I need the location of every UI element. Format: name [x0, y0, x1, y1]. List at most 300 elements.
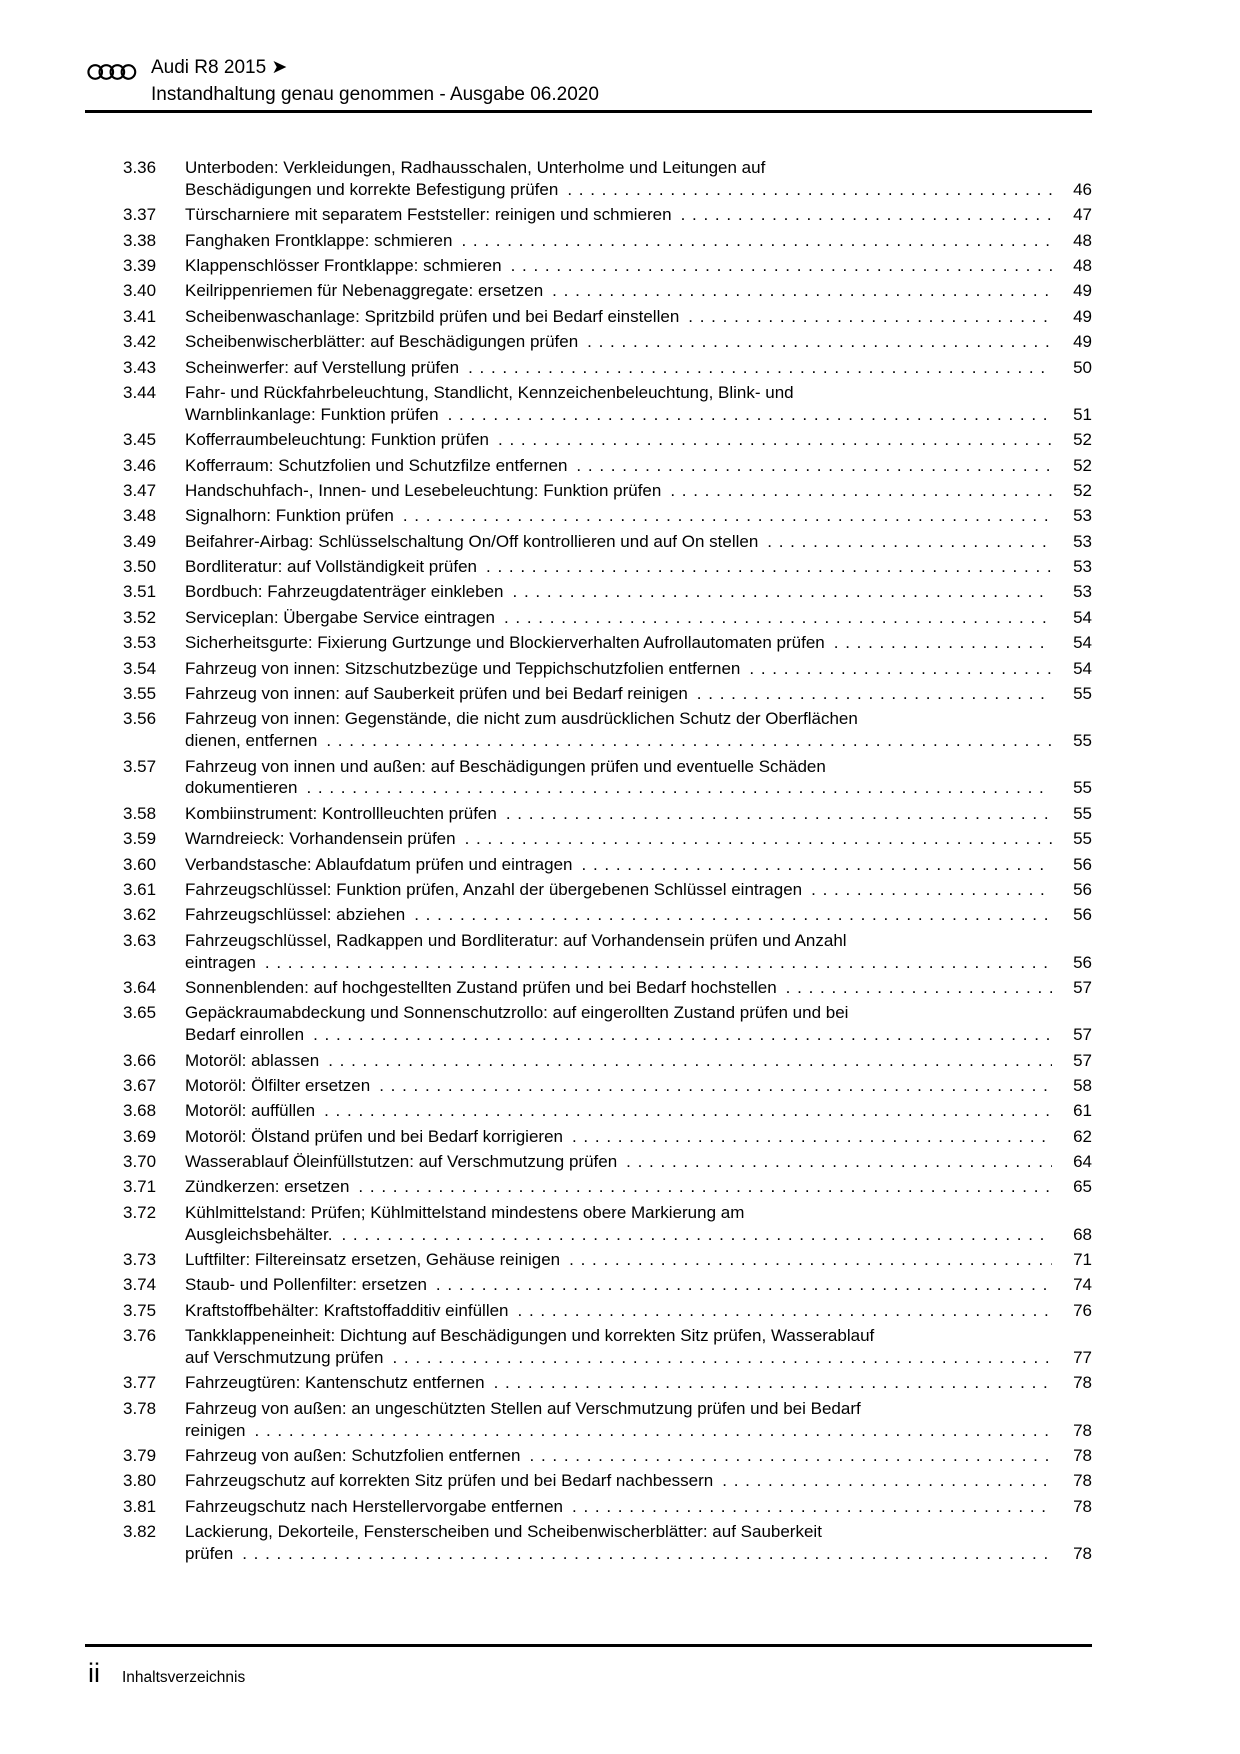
toc-entry: [123, 1470, 1092, 1492]
toc-entry-body: [185, 1100, 1092, 1122]
toc-entry-page-number: 56: [1073, 952, 1092, 972]
toc-entry: [123, 429, 1092, 451]
toc-entry-body: [185, 1126, 1092, 1148]
toc-entry-page-number: 62: [1073, 1126, 1092, 1146]
dot-leader: [313, 1024, 1052, 1046]
toc-entry-page-number: 68: [1073, 1224, 1092, 1244]
toc-entry: [123, 280, 1092, 302]
dot-leader: [414, 904, 1052, 926]
toc-entry-last-line: [185, 581, 1092, 603]
toc-entry-text-line: Bordbuch: Fahrzeugdatenträger einkleben: [185, 582, 504, 602]
dot-leader: [626, 1151, 1052, 1173]
toc-entry-text-line: Warndreieck: Vorhandensein prüfen: [185, 829, 456, 849]
footer-page-label: ii: [88, 1658, 100, 1688]
toc-entry: [123, 1496, 1092, 1518]
toc-entry-page-number: 55: [1073, 778, 1092, 798]
toc-entry: [123, 1176, 1092, 1198]
toc-entry-text-line: Zündkerzen: ersetzen: [185, 1177, 350, 1197]
toc-entry-last-line: [185, 1075, 1092, 1097]
toc-entry-page-number: 55: [1073, 684, 1092, 704]
toc-entry-last-line: [185, 1176, 1092, 1198]
toc-entry: [123, 382, 1092, 426]
toc-entry-last-line: [185, 204, 1092, 226]
toc-entry-number: 3.72: [123, 1202, 157, 1222]
dot-leader: [681, 204, 1052, 226]
toc-entry: [123, 556, 1092, 578]
dot-leader: [494, 1372, 1052, 1394]
toc-entry-body: [185, 382, 1092, 426]
header-divider: [85, 110, 1092, 113]
toc-entry-body: [185, 1002, 1092, 1046]
toc-entry-text-line: Staub- und Pollenfilter: ersetzen: [185, 1275, 427, 1295]
toc-entry-last-line: [185, 1100, 1092, 1122]
toc-entry-text-line: Fahrzeug von außen: Schutzfolien entfernen: [185, 1445, 521, 1465]
toc-entry-text-line: Fahr- und Rückfahrbeleuchtung, Standlicht, Kennzeichenbeleuchtung, Blink- und: [185, 382, 794, 402]
dot-leader: [511, 255, 1052, 277]
dot-leader: [498, 429, 1052, 451]
toc-entry-last-line: [185, 1470, 1092, 1492]
dot-leader: [358, 1176, 1052, 1198]
toc-entry-page-number: 71: [1073, 1250, 1092, 1270]
toc-entry: [123, 1202, 1092, 1246]
toc-entry-last-line: [185, 904, 1092, 926]
toc-entry-last-line: [185, 1151, 1092, 1173]
toc-entry-last-line: [185, 1347, 1092, 1369]
dot-leader: [379, 1075, 1052, 1097]
toc-entry-page-number: 55: [1073, 829, 1092, 849]
toc-entry: [123, 230, 1092, 252]
dot-leader: [722, 1470, 1052, 1492]
toc-entry: [123, 1521, 1092, 1565]
toc-entry-page-number: 78: [1073, 1373, 1092, 1393]
toc-entry: [123, 658, 1092, 680]
toc-entry-number: 3.43: [123, 357, 157, 377]
toc-entry-text-line: Unterboden: Verkleidungen, Radhausschalen, Unterholme und Leitungen auf: [185, 158, 766, 177]
toc-entry-page-number: 50: [1073, 357, 1092, 377]
toc-entry-number: 3.76: [123, 1326, 157, 1346]
toc-entry-last-line: [185, 1496, 1092, 1518]
toc-entry-body: [185, 1325, 1092, 1369]
toc-entry-body: [185, 632, 1092, 654]
toc-entry-last-line: [185, 1445, 1092, 1467]
toc-entry-body: [185, 977, 1092, 999]
toc-entry-body: [185, 879, 1092, 901]
toc-entry-last-line: [185, 658, 1092, 680]
toc-entry-page-number: 77: [1073, 1348, 1092, 1367]
toc-entry-page-number: 56: [1073, 905, 1092, 925]
toc-entry-number: 3.73: [123, 1250, 157, 1270]
toc-entry-text-line: Scheibenwischerblätter: auf Beschädigungen prüfen: [185, 332, 579, 352]
toc-entry-text-line: Warnblinkanlage: Funktion prüfen: [185, 404, 439, 424]
header-title-block: [151, 54, 599, 108]
toc-entry-text-line: Beschädigungen und korrekte Befestigung prüfen: [185, 179, 559, 199]
toc-entry-page-number: 61: [1073, 1101, 1092, 1121]
toc-entry-page-number: 57: [1073, 977, 1092, 997]
toc-entry-body: [185, 930, 1092, 974]
toc-entry-text-line: reinigen: [185, 1420, 246, 1440]
dot-leader: [436, 1274, 1052, 1296]
toc-entry-last-line: [185, 683, 1092, 705]
toc-entry-page-number: 48: [1073, 230, 1092, 250]
dot-leader: [448, 404, 1052, 426]
dot-leader: [461, 230, 1052, 252]
toc-entry-text-line: Kraftstoffbehälter: Kraftstoffadditiv einfüllen: [185, 1300, 509, 1320]
dot-leader: [486, 556, 1052, 578]
toc-entry-page-number: 78: [1073, 1496, 1092, 1516]
toc-entry: [123, 204, 1092, 226]
toc-entry-text-line: Sicherheitsgurte: Fixierung Gurtzunge und Blockierverhalten Aufrollautomaten prüfen: [185, 633, 825, 653]
toc-entry-number: 3.60: [123, 854, 157, 874]
toc-entry-body: [185, 1075, 1092, 1097]
toc-entry-body: [185, 455, 1092, 477]
toc-entry-last-line: [185, 404, 1092, 426]
toc-entry-last-line: [185, 480, 1092, 502]
dot-leader: [255, 1420, 1053, 1442]
toc-entry-body: [185, 531, 1092, 553]
toc-entry: [123, 904, 1092, 926]
dot-leader: [767, 531, 1052, 553]
toc-entry-last-line: [185, 556, 1092, 578]
toc-entry-text-line: Motoröl: ablassen: [185, 1050, 320, 1070]
toc-entry-number: 3.80: [123, 1471, 157, 1491]
toc-entry-number: 3.79: [123, 1445, 157, 1465]
toc-entry-last-line: [185, 1224, 1092, 1246]
toc-entry-last-line: [185, 777, 1092, 799]
toc-entry-page-number: 53: [1073, 506, 1092, 526]
toc-entry-number: 3.50: [123, 557, 157, 577]
toc-entry-page-number: 51: [1073, 404, 1092, 424]
toc-entry: [123, 1126, 1092, 1148]
toc-entry-body: [185, 429, 1092, 451]
toc-entry-text-line: Gepäckraumabdeckung und Sonnenschutzrollo: auf eingerollten Zustand prüfen und bei: [185, 1003, 849, 1023]
toc-entry: [123, 1398, 1092, 1442]
toc-entry: [123, 531, 1092, 553]
toc-entry-last-line: [185, 357, 1092, 379]
dot-leader: [306, 777, 1052, 799]
toc-entry-number: 3.64: [123, 977, 157, 997]
toc-entry-number: 3.48: [123, 506, 157, 526]
toc-entry-last-line: [185, 977, 1092, 999]
toc-entry-text-line: Fahrzeug von innen: Gegenstände, die nicht zum ausdrücklichen Schutz der Oberflächen: [185, 709, 858, 729]
toc-entry-body: [185, 1176, 1092, 1198]
dot-leader: [670, 480, 1052, 502]
toc-entry-page-number: 47: [1073, 205, 1092, 225]
toc-entry-page-number: 55: [1073, 803, 1092, 823]
toc-entry-text-line: Türscharniere mit separatem Feststeller: reinigen und schmieren: [185, 205, 672, 225]
toc-entry-number: 3.52: [123, 607, 157, 627]
toc-entry-body: [185, 480, 1092, 502]
toc-entry-last-line: [185, 854, 1092, 876]
toc-entry-last-line: [185, 505, 1092, 527]
toc-entry: [123, 157, 1092, 201]
toc-entry-last-line: [185, 607, 1092, 629]
toc-entry: [123, 1100, 1092, 1122]
toc-entry-number: 3.81: [123, 1496, 157, 1516]
toc-entry-text-line: Kühlmittelstand: Prüfen; Kühlmittelstand mindestens obere Markierung am: [185, 1202, 745, 1222]
dot-leader: [569, 1249, 1052, 1271]
toc-entry-body: [185, 828, 1092, 850]
toc-entry-number: 3.78: [123, 1398, 157, 1418]
toc-entry-text-line: dienen, entfernen: [185, 731, 318, 751]
toc-entry-page-number: 46: [1073, 179, 1092, 199]
toc-entry-body: [185, 1398, 1092, 1442]
toc-entry-number: 3.67: [123, 1075, 157, 1095]
toc-entry-page-number: 64: [1073, 1152, 1092, 1172]
toc-entry-text-line: Fahrzeugschutz auf korrekten Sitz prüfen und bei Bedarf nachbessern: [185, 1471, 714, 1491]
toc-entry-text-line: Handschuhfach-, Innen- und Lesebeleuchtung: Funktion prüfen: [185, 480, 662, 500]
dot-leader: [403, 505, 1052, 527]
toc-entry: [123, 683, 1092, 705]
toc-entry-number: 3.54: [123, 658, 157, 678]
toc-entry-page-number: 48: [1073, 255, 1092, 275]
toc-entry-number: 3.53: [123, 633, 157, 653]
toc-entry-body: [185, 230, 1092, 252]
toc-entry-number: 3.74: [123, 1275, 157, 1295]
toc-entry-last-line: [185, 879, 1092, 901]
toc-entry-text-line: Motoröl: Ölfilter ersetzen: [185, 1075, 371, 1095]
toc-entry-number: 3.61: [123, 879, 157, 899]
toc-entry: [123, 331, 1092, 353]
toc-entry-number: 3.82: [123, 1522, 157, 1542]
toc-entry-page-number: 49: [1073, 332, 1092, 352]
toc-entry-text-line: Motoröl: Ölstand prüfen und bei Bedarf korrigieren: [185, 1126, 563, 1146]
toc-entry-body: [185, 1300, 1092, 1322]
toc-entry: [123, 1274, 1092, 1296]
toc-entry-body: [185, 556, 1092, 578]
toc-entry-text-line: Wasserablauf Öleinfüllstutzen: auf Verschmutzung prüfen: [185, 1152, 618, 1172]
toc-entry: [123, 930, 1092, 974]
dot-leader: [688, 306, 1052, 328]
dot-leader: [328, 1050, 1052, 1072]
toc-entry-body: [185, 1249, 1092, 1271]
toc-entry-number: 3.42: [123, 332, 157, 352]
dot-leader: [518, 1300, 1052, 1322]
toc-entry-number: 3.46: [123, 455, 157, 475]
toc-entry-number: 3.62: [123, 905, 157, 925]
toc-entry-number: 3.38: [123, 230, 157, 250]
toc-entry-page-number: 55: [1073, 731, 1092, 751]
toc-entry-text-line: Verbandstasche: Ablaufdatum prüfen und eintragen: [185, 854, 573, 874]
toc-entry-page-number: 74: [1073, 1275, 1092, 1295]
toc-entry-text-line: Kombiinstrument: Kontrollleuchten prüfen: [185, 803, 497, 823]
toc-entry-page-number: 53: [1073, 582, 1092, 602]
toc-entry: [123, 708, 1092, 752]
dot-leader: [834, 632, 1052, 654]
toc-entry-text-line: eintragen: [185, 952, 256, 972]
toc-entry: [123, 803, 1092, 825]
toc-entry-last-line: [185, 455, 1092, 477]
toc-entry-number: 3.56: [123, 709, 157, 729]
toc-entry: [123, 1325, 1092, 1369]
toc-entry-last-line: [185, 828, 1092, 850]
toc-entry-body: [185, 1274, 1092, 1296]
toc-entry-page-number: 78: [1073, 1445, 1092, 1465]
toc-entry-page-number: 52: [1073, 480, 1092, 500]
toc-entry-page-number: 53: [1073, 531, 1092, 551]
toc-entry-page-number: 54: [1073, 658, 1092, 678]
toc-entry-text-line: dokumentieren: [185, 778, 298, 798]
toc-entry-page-number: 78: [1073, 1471, 1092, 1491]
toc-entry-body: [185, 708, 1092, 752]
toc-entry-number: 3.68: [123, 1101, 157, 1121]
toc-entry-body: [185, 904, 1092, 926]
toc-entry-number: 3.55: [123, 684, 157, 704]
footer-section-label: Inhaltsverzeichnis: [122, 1669, 246, 1686]
toc-entry-text-line: Ausgleichsbehälter.: [185, 1224, 333, 1244]
toc-entry-last-line: [185, 632, 1092, 654]
toc-entry-page-number: 49: [1073, 281, 1092, 301]
toc-entry-last-line: [185, 1372, 1092, 1394]
toc-entry-text-line: Serviceplan: Übergabe Service eintragen: [185, 607, 495, 627]
toc-entry: [123, 854, 1092, 876]
toc-entry: [123, 756, 1092, 800]
dot-leader: [341, 1224, 1052, 1246]
toc-entry-body: [185, 683, 1092, 705]
toc-entry-page-number: 53: [1073, 557, 1092, 577]
dot-leader: [242, 1543, 1052, 1565]
toc-entry-last-line: [185, 1300, 1092, 1322]
toc-entry-text-line: Keilrippenriemen für Nebenaggregate: ersetzen: [185, 281, 544, 301]
toc-entry-page-number: 54: [1073, 607, 1092, 627]
toc-entry-number: 3.51: [123, 582, 157, 602]
toc-entry-text-line: auf Verschmutzung prüfen: [185, 1348, 384, 1367]
toc-entry-last-line: [185, 952, 1092, 974]
toc-entry: [123, 505, 1092, 527]
toc-entry: [123, 1050, 1092, 1072]
dot-leader: [506, 803, 1052, 825]
dot-leader: [811, 879, 1052, 901]
toc-entry-body: [185, 756, 1092, 800]
audi-rings-icon: [87, 59, 137, 85]
toc-entry-page-number: 56: [1073, 854, 1092, 874]
dot-leader: [572, 1496, 1052, 1518]
toc-entry: [123, 255, 1092, 277]
dot-leader: [504, 607, 1052, 629]
dot-leader: [749, 658, 1052, 680]
toc-entry: [123, 1300, 1092, 1322]
toc-entry-number: 3.59: [123, 829, 157, 849]
toc-entry-number: 3.41: [123, 306, 157, 326]
toc-entry-number: 3.37: [123, 205, 157, 225]
toc-entry-page-number: 49: [1073, 306, 1092, 326]
toc-entry-number: 3.70: [123, 1152, 157, 1172]
toc-entry-number: 3.77: [123, 1373, 157, 1393]
toc-entry: [123, 632, 1092, 654]
toc-entry-page-number: 76: [1073, 1300, 1092, 1320]
toc-entry-last-line: [185, 1543, 1092, 1565]
toc-entry-body: [185, 204, 1092, 226]
toc-entry: [123, 581, 1092, 603]
toc-entry-body: [185, 1445, 1092, 1467]
dot-leader: [576, 455, 1052, 477]
toc-entry: [123, 1372, 1092, 1394]
toc-entry-body: [185, 1151, 1092, 1173]
toc-entry-number: 3.57: [123, 756, 157, 776]
toc-entry-last-line: [185, 255, 1092, 277]
toc-entry-text-line: Motoröl: auffüllen: [185, 1101, 316, 1121]
toc-entry-page-number: 65: [1073, 1177, 1092, 1197]
toc-entry: [123, 1075, 1092, 1097]
toc-entry-text-line: Scheibenwaschanlage: Spritzbild prüfen und bei Bedarf einstellen: [185, 306, 680, 326]
toc-entry-text-line: Sonnenblenden: auf hochgestellten Zustand prüfen und bei Bedarf hochstellen: [185, 977, 777, 997]
toc-entry-last-line: [185, 230, 1092, 252]
toc-entry-page-number: 58: [1073, 1075, 1092, 1095]
toc-entry-body: [185, 1202, 1092, 1246]
toc-entry-last-line: [185, 306, 1092, 328]
toc-entry-number: 3.44: [123, 382, 157, 402]
toc-entry-number: 3.58: [123, 803, 157, 823]
dot-leader: [587, 331, 1052, 353]
dot-leader: [530, 1445, 1053, 1467]
dot-leader: [465, 828, 1052, 850]
dot-leader: [265, 952, 1052, 974]
header-title-line1: Audi R8 2015 ➤: [151, 57, 288, 78]
dot-leader: [513, 581, 1053, 603]
toc-entry: [123, 1249, 1092, 1271]
toc-entry-page-number: 78: [1073, 1543, 1092, 1563]
toc-entry-text-line: Klappenschlösser Frontklappe: schmieren: [185, 255, 502, 275]
toc-entry-number: 3.39: [123, 255, 157, 275]
toc-entry-body: [185, 658, 1092, 680]
toc-entry-last-line: [185, 429, 1092, 451]
toc-entry-number: 3.63: [123, 930, 157, 950]
toc-entry-body: [185, 157, 1092, 201]
toc-entry-number: 3.49: [123, 531, 157, 551]
toc-entry-body: [185, 357, 1092, 379]
toc-entry-text-line: Fahrzeugschlüssel: abziehen: [185, 905, 406, 925]
dot-leader: [567, 179, 1052, 201]
toc-entry-last-line: [185, 1024, 1092, 1046]
toc-entry-last-line: [185, 803, 1092, 825]
toc-entry-text-line: Lackierung, Dekorteile, Fensterscheiben und Scheibenwischerblätter: auf Sauberkeit: [185, 1522, 822, 1542]
dot-leader: [786, 977, 1052, 999]
toc-entry-page-number: 54: [1073, 633, 1092, 653]
toc-entry-text-line: Fahrzeugtüren: Kantenschutz entfernen: [185, 1373, 485, 1393]
toc-entry-body: [185, 854, 1092, 876]
dot-leader: [324, 1100, 1052, 1122]
toc-entry-last-line: [185, 280, 1092, 302]
toc-entry-body: [185, 331, 1092, 353]
page-footer: [88, 1658, 245, 1689]
toc-entry-text-line: Fahrzeugschutz nach Herstellervorgabe entfernen: [185, 1496, 563, 1516]
toc-entry-last-line: [185, 1050, 1092, 1072]
dot-leader: [552, 280, 1052, 302]
toc-entry-last-line: [185, 1126, 1092, 1148]
footer-divider: [85, 1644, 1092, 1647]
toc-entry-body: [185, 505, 1092, 527]
toc-entry-page-number: 57: [1073, 1050, 1092, 1070]
dot-leader: [326, 730, 1052, 752]
toc-entry-last-line: [185, 1274, 1092, 1296]
dot-leader: [572, 1126, 1052, 1148]
toc-entry-body: [185, 306, 1092, 328]
toc-entry-page-number: 52: [1073, 455, 1092, 475]
toc-entry: [123, 357, 1092, 379]
toc-entry: [123, 455, 1092, 477]
toc-entry-text-line: Beifahrer-Airbag: Schlüsselschaltung On/Off kontrollieren und auf On stellen: [185, 531, 759, 551]
toc-entry-page-number: 57: [1073, 1025, 1092, 1045]
toc-entry-text-line: Fanghaken Frontklappe: schmieren: [185, 230, 453, 250]
toc-entry-number: 3.36: [123, 158, 157, 177]
toc-entry-page-number: 78: [1073, 1420, 1092, 1440]
toc-entry: [123, 306, 1092, 328]
toc-entry-text-line: Fahrzeug von außen: an ungeschützten Stellen auf Verschmutzung prüfen und bei Bedarf: [185, 1398, 861, 1418]
toc-entry-text-line: Bedarf einrollen: [185, 1025, 305, 1045]
toc-entry: [123, 1445, 1092, 1467]
toc-entry-body: [185, 581, 1092, 603]
toc-entry-last-line: [185, 1420, 1092, 1442]
toc-entry: [123, 1151, 1092, 1173]
